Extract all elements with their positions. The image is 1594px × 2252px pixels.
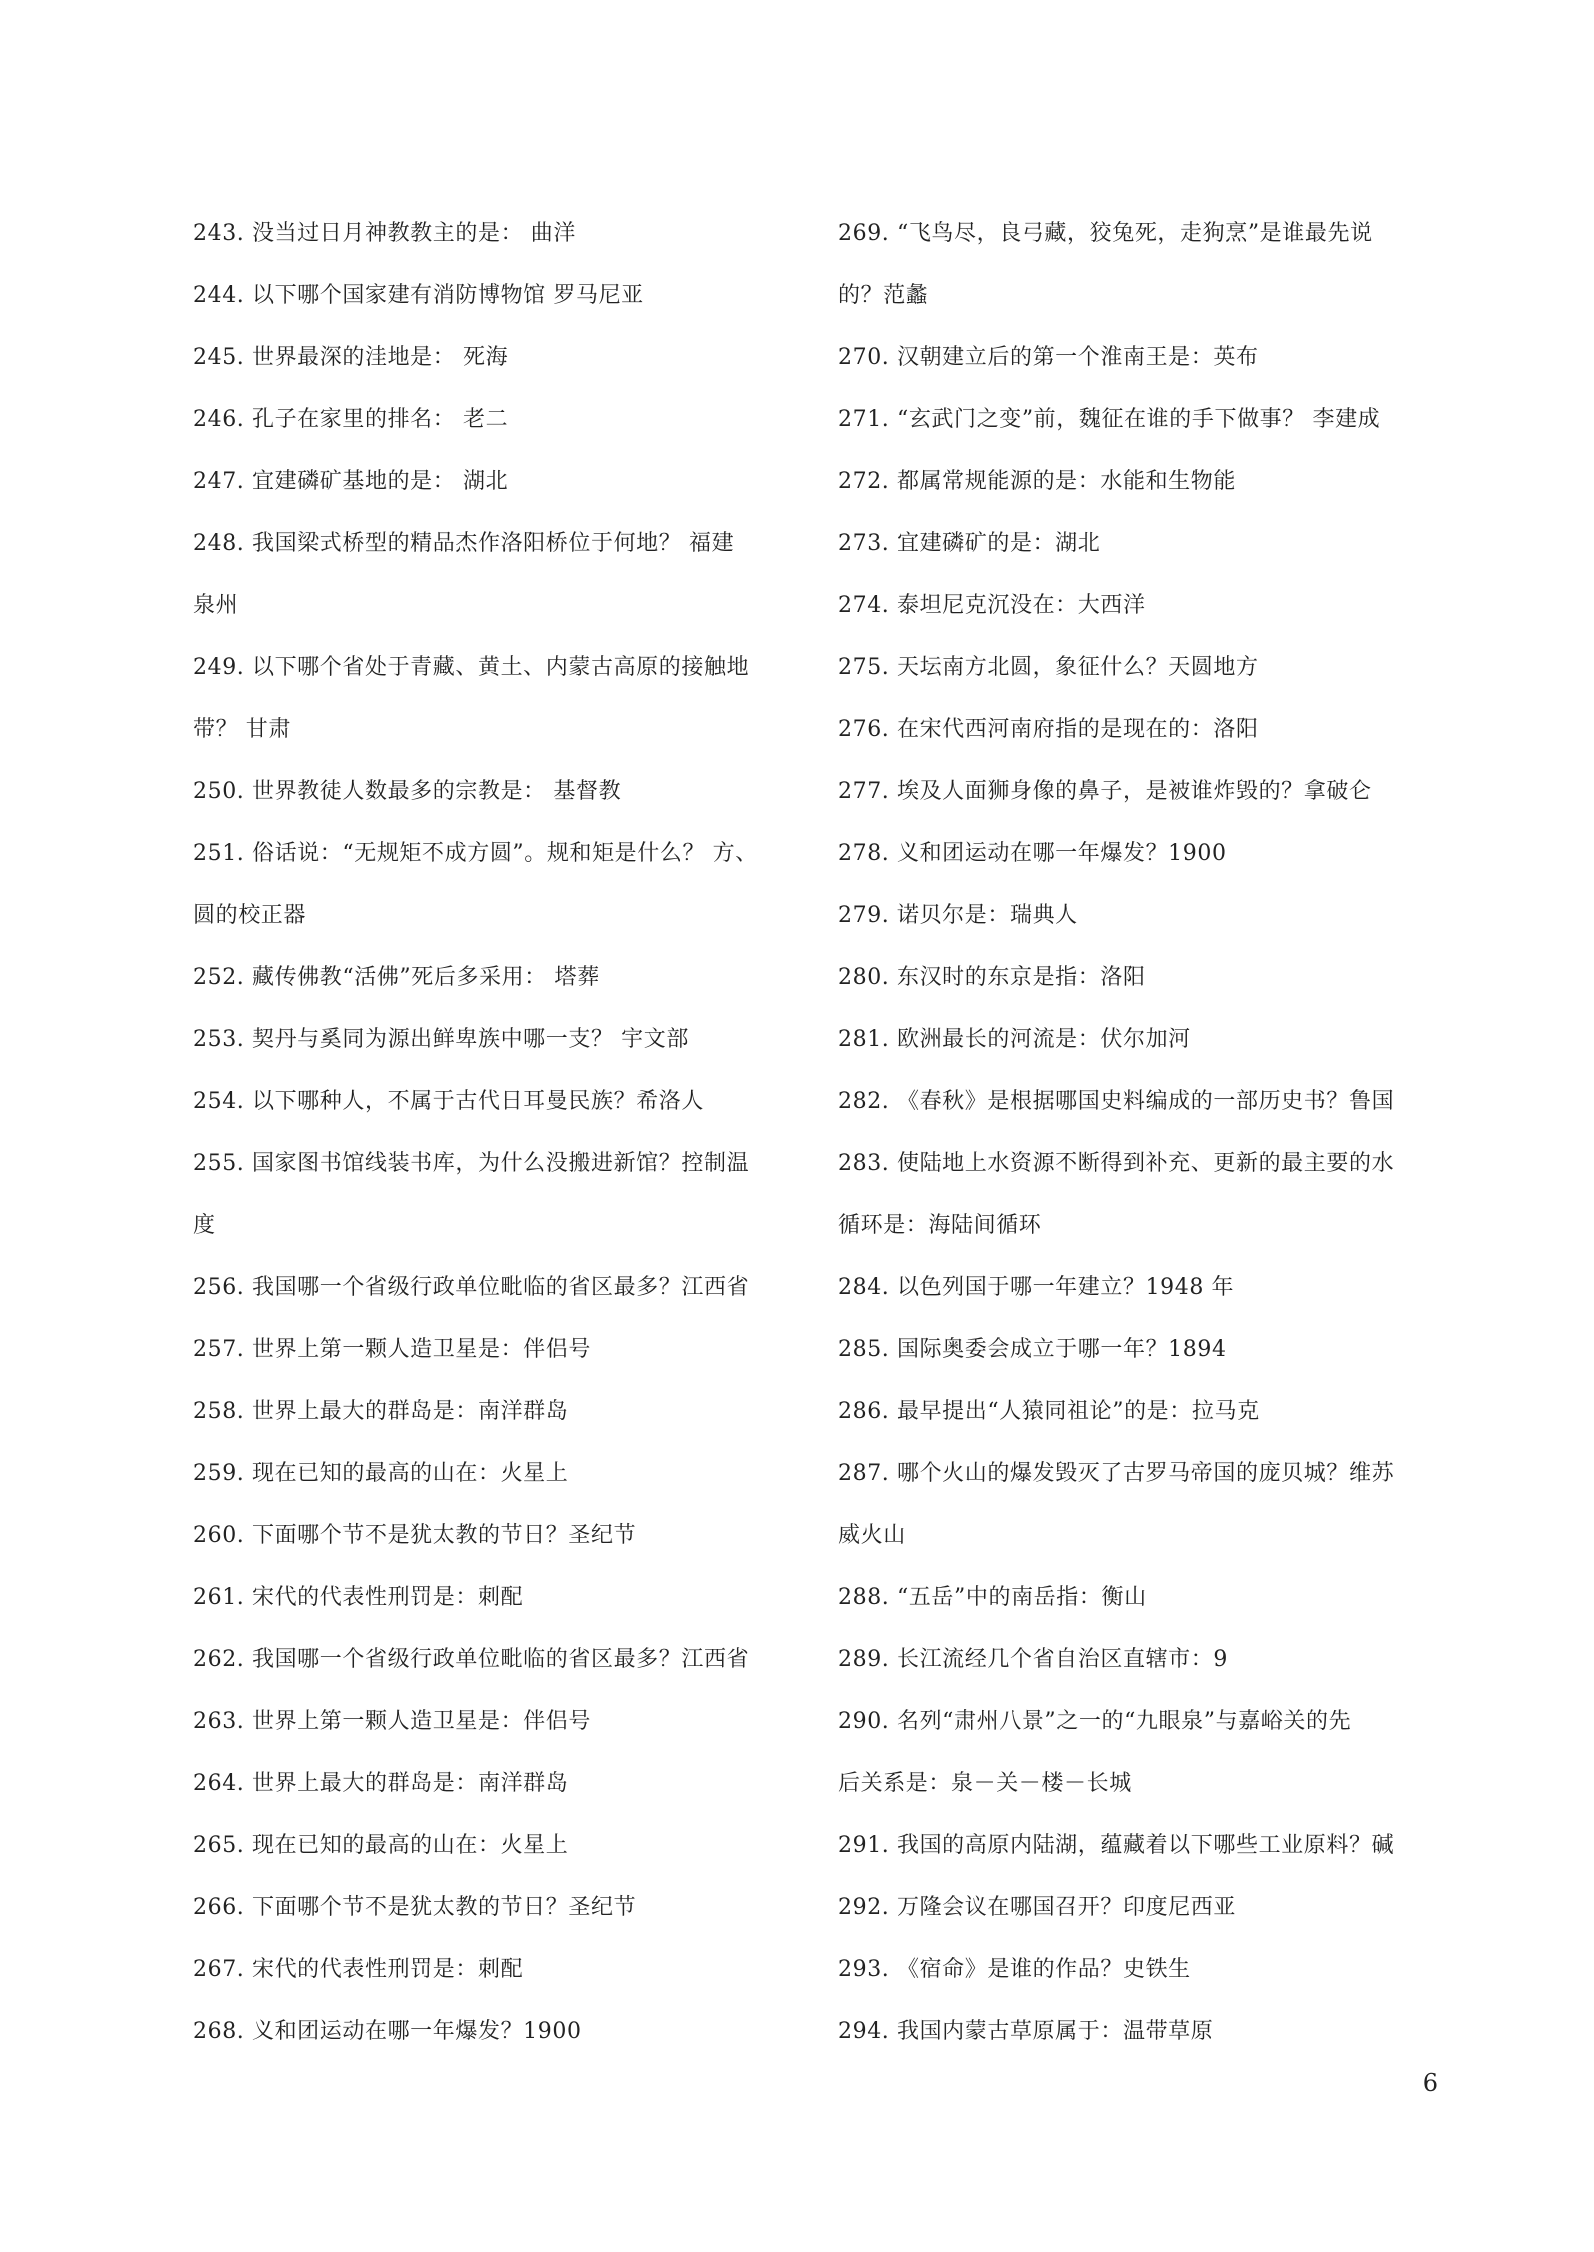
- page-number: 6: [1422, 2069, 1438, 2097]
- text-line: 279. 诺贝尔是：瑞典人: [838, 903, 1078, 928]
- text-line: 245. 世界最深的洼地是： 死海: [193, 345, 509, 370]
- text-line: 283. 使陆地上水资源不断得到补充、更新的最主要的水: [838, 1151, 1395, 1176]
- text-line: 254. 以下哪种人，不属于古代日耳曼民族？希洛人: [193, 1089, 704, 1114]
- text-line: 281. 欧洲最长的河流是：伏尔加河: [838, 1027, 1191, 1052]
- text-line: 266. 下面哪个节不是犹太教的节日？圣纪节: [193, 1895, 637, 1920]
- text-line: 259. 现在已知的最高的山在：火星上: [193, 1461, 569, 1486]
- text-line: 250. 世界教徒人数最多的宗教是： 基督教: [193, 779, 622, 804]
- text-line: 269. “飞鸟尽，良弓藏，狡兔死，走狗烹”是谁最先说: [838, 221, 1373, 246]
- text-line: 261. 宋代的代表性刑罚是：刺配: [193, 1585, 524, 1610]
- text-line: 294. 我国内蒙古草原属于：温带草原: [838, 2019, 1214, 2044]
- text-line: 度: [193, 1213, 216, 1238]
- text-line: 272. 都属常规能源的是：水能和生物能: [838, 469, 1236, 494]
- text-line: 243. 没当过日月神教教主的是： 曲洋: [193, 221, 576, 246]
- text-line: 252. 藏传佛教“活佛”死后多采用： 塔葬: [193, 965, 600, 990]
- text-line: 258. 世界上最大的群岛是：南洋群岛: [193, 1399, 569, 1424]
- text-line: 威火山: [838, 1523, 906, 1548]
- text-line: 256. 我国哪一个省级行政单位毗临的省区最多？江西省: [193, 1275, 750, 1300]
- text-line: 246. 孔子在家里的排名： 老二: [193, 407, 509, 432]
- text-line: 284. 以色列国于哪一年建立？1948 年: [838, 1275, 1235, 1300]
- text-line: 循环是：海陆间循环: [838, 1213, 1042, 1238]
- text-line: 285. 国际奥委会成立于哪一年？1894: [838, 1337, 1227, 1362]
- text-line: 293. 《宿命》是谁的作品？史铁生: [838, 1957, 1191, 1982]
- text-line: 274. 泰坦尼克沉没在：大西洋: [838, 593, 1146, 618]
- left-column: [193, 203, 793, 2063]
- text-line: 282. 《春秋》是根据哪国史料编成的一部历史书？鲁国: [838, 1089, 1395, 1114]
- text-line: 286. 最早提出“人猿同祖论”的是：拉马克: [838, 1399, 1260, 1424]
- text-line: 262. 我国哪一个省级行政单位毗临的省区最多？江西省: [193, 1647, 750, 1672]
- text-line: 265. 现在已知的最高的山在：火星上: [193, 1833, 569, 1858]
- text-line: 247. 宜建磷矿基地的是： 湖北: [193, 469, 509, 494]
- text-line: 288. “五岳”中的南岳指：衡山: [838, 1585, 1147, 1610]
- text-line: 271. “玄武门之变”前，魏征在谁的手下做事？ 李建成: [838, 407, 1381, 432]
- text-line: 260. 下面哪个节不是犹太教的节日？圣纪节: [193, 1523, 637, 1548]
- text-line: 244. 以下哪个国家建有消防博物馆 罗马尼亚: [193, 283, 644, 308]
- text-line: 277. 埃及人面狮身像的鼻子，是被谁炸毁的？拿破仑: [838, 779, 1372, 804]
- text-line: 泉州: [193, 593, 239, 618]
- text-line: 278. 义和团运动在哪一年爆发？1900: [838, 841, 1227, 866]
- text-line: 后关系是：泉－关－楼－长城: [838, 1771, 1132, 1796]
- text-line: 249. 以下哪个省处于青藏、黄土、内蒙古高原的接触地: [193, 655, 750, 680]
- text-line: 257. 世界上第一颗人造卫星是：伴侣号: [193, 1337, 591, 1362]
- right-column: [838, 203, 1438, 2063]
- text-line: 275. 天坛南方北圆，象征什么？天圆地方: [838, 655, 1259, 680]
- text-line: 267. 宋代的代表性刑罚是：刺配: [193, 1957, 524, 1982]
- text-line: 的？范蠡: [838, 283, 929, 308]
- text-line: 263. 世界上第一颗人造卫星是：伴侣号: [193, 1709, 591, 1734]
- text-line: 273. 宜建磷矿的是：湖北: [838, 531, 1101, 556]
- text-line: 276. 在宋代西河南府指的是现在的：洛阳: [838, 717, 1259, 742]
- text-line: 289. 长江流经几个省自治区直辖市：9: [838, 1647, 1228, 1672]
- text-line: 圆的校正器: [193, 903, 307, 928]
- text-line: 287. 哪个火山的爆发毁灭了古罗马帝国的庞贝城？维苏: [838, 1461, 1395, 1486]
- text-line: 292. 万隆会议在哪国召开？印度尼西亚: [838, 1895, 1236, 1920]
- text-line: 248. 我国梁式桥型的精品杰作洛阳桥位于何地？ 福建: [193, 531, 735, 556]
- text-line: 251. 俗话说：“无规矩不成方圆”。规和矩是什么？ 方、: [193, 841, 758, 866]
- text-line: 带？ 甘肃: [193, 717, 291, 742]
- text-line: 290. 名列“肃州八景”之一的“九眼泉”与嘉峪关的先: [838, 1709, 1352, 1734]
- text-line: 270. 汉朝建立后的第一个淮南王是：英布: [838, 345, 1259, 370]
- text-line: 280. 东汉时的东京是指：洛阳: [838, 965, 1146, 990]
- text-line: 291. 我国的高原内陆湖，蕴藏着以下哪些工业原料？碱: [838, 1833, 1395, 1858]
- text-line: 264. 世界上最大的群岛是：南洋群岛: [193, 1771, 569, 1796]
- text-line: 255. 国家图书馆线装书库，为什么没搬进新馆？控制温: [193, 1151, 750, 1176]
- text-line: 268. 义和团运动在哪一年爆发？1900: [193, 2019, 582, 2044]
- text-line: 253. 契丹与奚同为源出鲜卑族中哪一支？ 宇文部: [193, 1027, 689, 1052]
